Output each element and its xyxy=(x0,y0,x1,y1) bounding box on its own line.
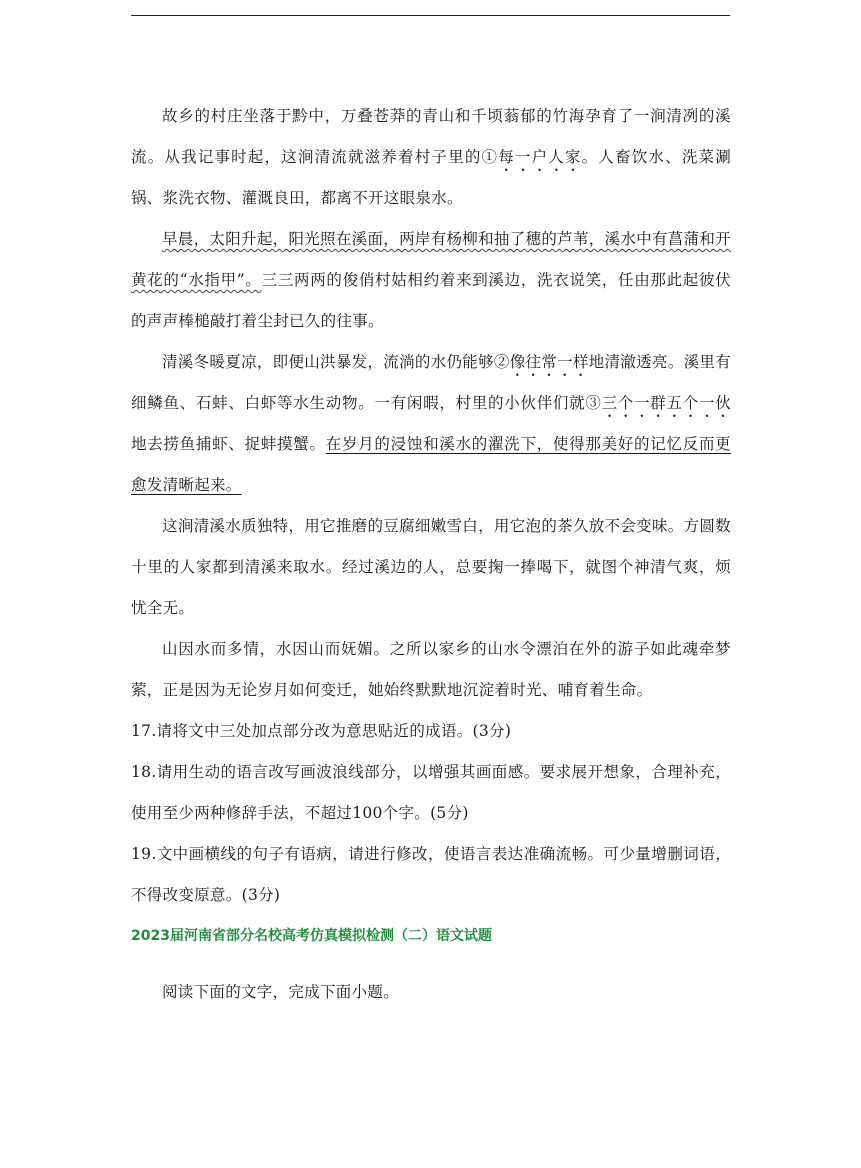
header-rule xyxy=(131,15,730,16)
question-19: 19.文中画横线的句子有语病，请进行修改，使语言表达准确流畅。可少量增删词语，不得改变原意。(3分) xyxy=(131,845,731,904)
passage-paragraph-5: 山因水而多情，水因山而妩媚。之所以家乡的山水令漂泊在外的游子如此魂牵梦萦，正是因为无论岁月如何变迁，她始终默默地沉淀着时光、哺育着生命。 xyxy=(131,640,731,699)
p1-dotted-phrase: 每一户人家 xyxy=(498,148,582,166)
passage-paragraph-4: 这涧清溪水质独特，用它推磨的豆腐细嫩雪白，用它泡的茶久放不会变味。方圆数十里的人家都到清溪来取水。经过溪边的人，总要掬一捧喝下，就图个神清气爽，烦忧全无。 xyxy=(131,517,731,617)
document-page xyxy=(131,96,731,1013)
p2-wavy-sentence: 早晨，太阳升起，阳光照在溪面，两岸有杨柳和抽了穗的芦苇，溪水中有菖蒲和开黄花的“水指甲”。 xyxy=(131,230,731,289)
p1-text-b: 。人畜饮水、洗菜涮锅、浆洗衣物、灌溉良田，都离不开这眼泉水。 xyxy=(131,148,731,207)
p3-dotted-phrase-2: 三个一群五个一伙 xyxy=(601,394,732,412)
p3-text-a: 清溪冬暖夏凉，即便山洪暴发，流淌的水仍能够② xyxy=(162,353,510,371)
p1-text-a: 故乡的村庄坐落于黔中，万叠苍莽的青山和千顷蓊郁的竹海孕育了一涧清冽的溪流。从我记事时起，这涧清流就滋养着村子里的① xyxy=(131,107,731,166)
question-17: 17.请将文中三处加点部分改为意思贴近的成语。(3分) xyxy=(131,722,512,740)
exam-title: 2023届河南省部分名校高考仿真模拟检测（二）语文试题 xyxy=(131,928,492,944)
p3-underlined-sentence: 在岁月的浸蚀和溪水的濯洗下，使得那美好的记忆反而更愈发清晰起来。 xyxy=(131,435,731,494)
passage-paragraph-3 xyxy=(131,342,731,506)
p3-text-b: 地清澈透亮。溪里有细鳞鱼、石蚌、白虾等水生动物。一有闲暇，村里的小伙伴们就③ xyxy=(131,353,731,412)
question-18: 18.请用生动的语言改写画波浪线部分，以增强其画面感。要求展开想象，合理补充，使用至少两种修辞手法，不超过100个字。(5分) xyxy=(131,763,731,822)
p2-text-b: 三三两两的俊俏村姑相约着来到溪边，洗衣说笑，任由那此起彼伏的声声棒槌敲打着尘封已久的往事。 xyxy=(131,271,731,330)
passage-paragraph-1 xyxy=(131,96,731,219)
passage-paragraph-2 xyxy=(131,219,731,342)
reading-instruction: 阅读下面的文字，完成下面小题。 xyxy=(162,983,400,1001)
p3-text-c: 地去捞鱼捕虾、捉蚌摸蟹。 xyxy=(131,435,326,453)
p3-dotted-phrase-1: 像往常一样 xyxy=(509,353,589,371)
